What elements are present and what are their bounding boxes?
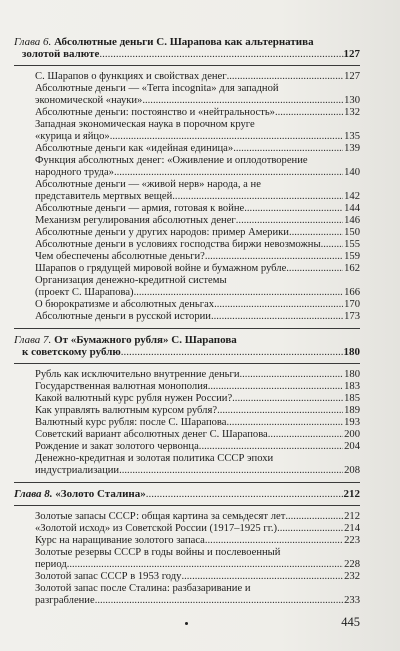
toc-entry[interactable]: [35, 299, 360, 311]
entry-title-line: (проект С. Шарапова): [35, 287, 134, 298]
chapter-page: 180: [343, 346, 360, 358]
chapter-heading[interactable]: [14, 36, 360, 48]
toc-entry[interactable]: [35, 71, 360, 83]
entry-page: 208: [344, 465, 360, 476]
entry-page: 127: [344, 71, 360, 82]
entry-title: Абсолютные деньги: постоянство и «нейтральность»: [35, 107, 275, 118]
dot-leader: [114, 167, 343, 179]
entry-title: Рубль как исключительно внутренние деньги: [35, 369, 240, 380]
entry-page: 193: [344, 417, 360, 428]
entry-title: Золотой запас СССР в 1953 году: [35, 571, 182, 582]
dot-leader: [205, 535, 343, 547]
dot-leader: [321, 239, 344, 251]
entry-page: 223: [344, 535, 360, 546]
dot-leader: [95, 595, 343, 607]
chapter-title-continuation: [14, 346, 360, 358]
toc-entry[interactable]: [35, 583, 360, 607]
entry-title-line: Абсолютные деньги — «живой нерв» народа, а не: [35, 179, 261, 190]
toc-entry[interactable]: [35, 441, 360, 453]
entry-title-line: период: [35, 559, 67, 570]
dot-leader: [268, 429, 343, 441]
entry-title: Абсолютные деньги в русской истории: [35, 311, 211, 322]
chapter-title-line2: к советскому рублю: [22, 346, 121, 358]
entry-page: 150: [344, 227, 360, 238]
entry-title: Абсолютные деньги как «идейная единица»: [35, 143, 234, 154]
dot-leader: [289, 227, 343, 239]
chapter-section: [14, 488, 360, 607]
entry-page: 142: [344, 191, 360, 202]
entry-title-last-line: [35, 465, 343, 477]
entry-page: 162: [344, 263, 360, 274]
dot-leader: [285, 511, 343, 523]
entry-page: 185: [344, 393, 360, 404]
entry-title-last-line: [35, 287, 343, 299]
entry-title-line: индустриализации: [35, 465, 120, 476]
entry-list: [14, 369, 360, 477]
section-rule: [14, 505, 360, 506]
toc-entry[interactable]: [35, 143, 360, 155]
entry-title-last-line: [35, 95, 343, 107]
entry-title: Как управлять валютным курсом рубля?: [35, 405, 218, 416]
entry-title-last-line: [35, 595, 343, 607]
dot-leader: [217, 405, 343, 417]
chapter-number: Глава 6.: [14, 36, 52, 48]
entry-title: Какой валютный курс рубля нужен России?: [35, 393, 233, 404]
entry-title-block: [35, 275, 343, 299]
entry-list: [14, 71, 360, 323]
section-rule: [14, 363, 360, 364]
entry-title: Рождение и закат золотого червонца: [35, 441, 199, 452]
toc-entry[interactable]: [35, 119, 360, 143]
entry-title: Абсолютные деньги у других народов: пример Америки: [35, 227, 289, 238]
toc-entry[interactable]: [35, 263, 360, 275]
toc-entry[interactable]: [35, 155, 360, 179]
dot-leader: [277, 523, 343, 535]
chapter-number: Глава 7.: [14, 334, 52, 346]
chapter-section: [14, 36, 360, 329]
toc-entry[interactable]: [35, 215, 360, 227]
chapter-title-continuation: [14, 48, 360, 60]
dot-leader: [233, 143, 343, 155]
dot-leader: [110, 131, 343, 143]
entry-title: Золотые запасы СССР: общая картина за семьдесят лет: [35, 511, 286, 522]
entry-title-line: Западная экономическая наука в порочном круге: [35, 119, 255, 130]
toc-entry[interactable]: [35, 405, 360, 417]
entry-title-line: Организация денежно-кредитной системы: [35, 275, 227, 286]
entry-title-block: [35, 83, 343, 107]
dot-leader: [134, 287, 344, 299]
dot-leader: [119, 465, 343, 477]
entry-title-block: [35, 119, 343, 143]
entry-title: Абсолютные деньги в условиях господства биржи невозможны: [35, 239, 321, 250]
chapter-title: «Золото Сталина»: [55, 488, 146, 500]
entry-title-line: разграбление: [35, 595, 95, 606]
dot-leader: [275, 107, 343, 119]
dot-leader: [227, 417, 344, 429]
entry-page: 204: [344, 441, 360, 452]
entry-page: 146: [344, 215, 360, 226]
entry-page: 166: [344, 287, 360, 298]
dot-leader: [172, 191, 343, 203]
toc-entry[interactable]: [35, 453, 360, 477]
entry-title: Чем обеспечены абсолютные деньги?: [35, 251, 205, 262]
entry-title-line: Золотой запас после Сталина: разбазаривание и: [35, 583, 251, 594]
entry-list: [14, 511, 360, 607]
dot-leader: [227, 71, 344, 83]
entry-title: Шарапов о грядущей мировой войне и бумажном рубле: [35, 263, 287, 274]
chapter-heading[interactable]: [14, 334, 360, 346]
chapter-title: Абсолютные деньги С. Шарапова как альтернатива: [54, 36, 314, 48]
dot-leader: [142, 95, 343, 107]
entry-title-block: [35, 547, 343, 571]
toc-entry[interactable]: [35, 239, 360, 251]
toc-entry[interactable]: [35, 179, 360, 203]
entry-title-last-line: [35, 131, 343, 143]
toc-entry[interactable]: [35, 251, 360, 263]
entry-title: Советский вариант абсолютных денег С. Шарапова: [35, 429, 268, 440]
entry-page: 139: [344, 143, 360, 154]
chapter-title: От «Бумажного рубля» С. Шарапова: [54, 334, 237, 346]
dot-leader: [121, 346, 344, 358]
page-mark: [185, 622, 188, 625]
toc-entry[interactable]: [35, 107, 360, 119]
chapter-heading[interactable]: [14, 488, 146, 500]
chapter-heading-row: [14, 488, 360, 500]
chapter-page: 212: [343, 488, 360, 500]
entry-title: «Золотой исход» из Советской России (1917–1925 гг.): [35, 523, 278, 534]
toc-entry[interactable]: [35, 311, 360, 323]
entry-title-line: экономической «науки»: [35, 95, 143, 106]
dot-leader: [181, 571, 343, 583]
entry-title: О бюрократизме и абсолютных деньгах: [35, 299, 215, 310]
chapter-page: 127: [343, 48, 360, 60]
toc-entry[interactable]: [35, 227, 360, 239]
dot-leader: [67, 559, 343, 571]
entry-title-block: [35, 453, 343, 477]
entry-title: Курс на наращивание золотого запаса: [35, 535, 205, 546]
entry-page: 159: [344, 251, 360, 262]
entry-page: 130: [344, 95, 360, 106]
entry-title-block: [35, 179, 343, 203]
entry-page: 233: [344, 595, 360, 606]
entry-title: Государственная валютная монополия: [35, 381, 208, 392]
entry-title-last-line: [35, 167, 343, 179]
entry-page: 214: [344, 523, 360, 534]
dot-leader: [244, 203, 343, 215]
entry-title: Валютный курс рубля: после С. Шарапова: [35, 417, 227, 428]
dot-leader: [99, 48, 343, 60]
entry-page: 200: [344, 429, 360, 440]
toc-entry[interactable]: [35, 571, 360, 583]
entry-title: С. Шарапов о функциях и свойствах денег: [35, 71, 227, 82]
dot-leader: [208, 381, 343, 393]
entry-title: Механизм регулирования абсолютных денег: [35, 215, 236, 226]
dot-leader: [240, 369, 344, 381]
entry-title-last-line: [35, 559, 343, 571]
entry-title-line: представитель мертвых вещей: [35, 191, 173, 202]
entry-title-line: Золотые резервы СССР в годы войны и послевоенный: [35, 547, 281, 558]
entry-title-block: [35, 583, 343, 607]
entry-page: 189: [344, 405, 360, 416]
entry-page: 144: [344, 203, 360, 214]
entry-page: 228: [344, 559, 360, 570]
entry-page: 232: [344, 571, 360, 582]
dot-leader: [146, 488, 344, 500]
dot-leader: [205, 251, 343, 263]
section-rule: [14, 65, 360, 66]
entry-page: 212: [344, 511, 360, 522]
chapter-divider: [14, 482, 360, 483]
toc-entry[interactable]: [35, 547, 360, 571]
entry-title-line: «курица и яйцо»: [35, 131, 110, 142]
toc-entry[interactable]: [35, 369, 360, 381]
toc-entry[interactable]: [35, 511, 360, 523]
chapter-number: Глава 8.: [14, 488, 53, 500]
dot-leader: [214, 299, 343, 311]
page-number: 445: [341, 615, 360, 629]
entry-title-last-line: [35, 191, 343, 203]
toc-entry[interactable]: [35, 429, 360, 441]
toc-entry[interactable]: [35, 83, 360, 107]
chapter-title-line2: золотой валюте: [22, 48, 100, 60]
chapter-divider: [14, 328, 360, 329]
entry-page: 170: [344, 299, 360, 310]
dot-leader: [232, 393, 343, 405]
entry-page: 132: [344, 107, 360, 118]
toc-entry[interactable]: [35, 381, 360, 393]
entry-page: 140: [344, 167, 360, 178]
entry-page: 135: [344, 131, 360, 142]
entry-page: 155: [344, 239, 360, 250]
toc-entry[interactable]: [35, 393, 360, 405]
toc-entry[interactable]: [35, 523, 360, 535]
entry-page: 180: [344, 369, 360, 380]
table-of-contents: [14, 36, 360, 611]
toc-entry[interactable]: [35, 535, 360, 547]
entry-title-block: [35, 155, 343, 179]
entry-page: 173: [344, 311, 360, 322]
dot-leader: [286, 263, 343, 275]
entry-title-line: Функция абсолютных денег: «Оживление и оплодотворение: [35, 155, 308, 166]
dot-leader: [211, 311, 343, 323]
chapter-section: [14, 334, 360, 483]
entry-page: 183: [344, 381, 360, 392]
dot-leader: [236, 215, 343, 227]
entry-title-line: Денежно-кредитная и золотая политика СССР эпохи: [35, 453, 274, 464]
entry-title-line: Абсолютные деньги — «Terra incognita» для западной: [35, 83, 279, 94]
toc-entry[interactable]: [35, 275, 360, 299]
toc-entry[interactable]: [35, 203, 360, 215]
entry-title-line: народного труда»: [35, 167, 114, 178]
dot-leader: [199, 441, 343, 453]
toc-entry[interactable]: [35, 417, 360, 429]
entry-title: Абсолютные деньги — армия, готовая к войне: [35, 203, 245, 214]
